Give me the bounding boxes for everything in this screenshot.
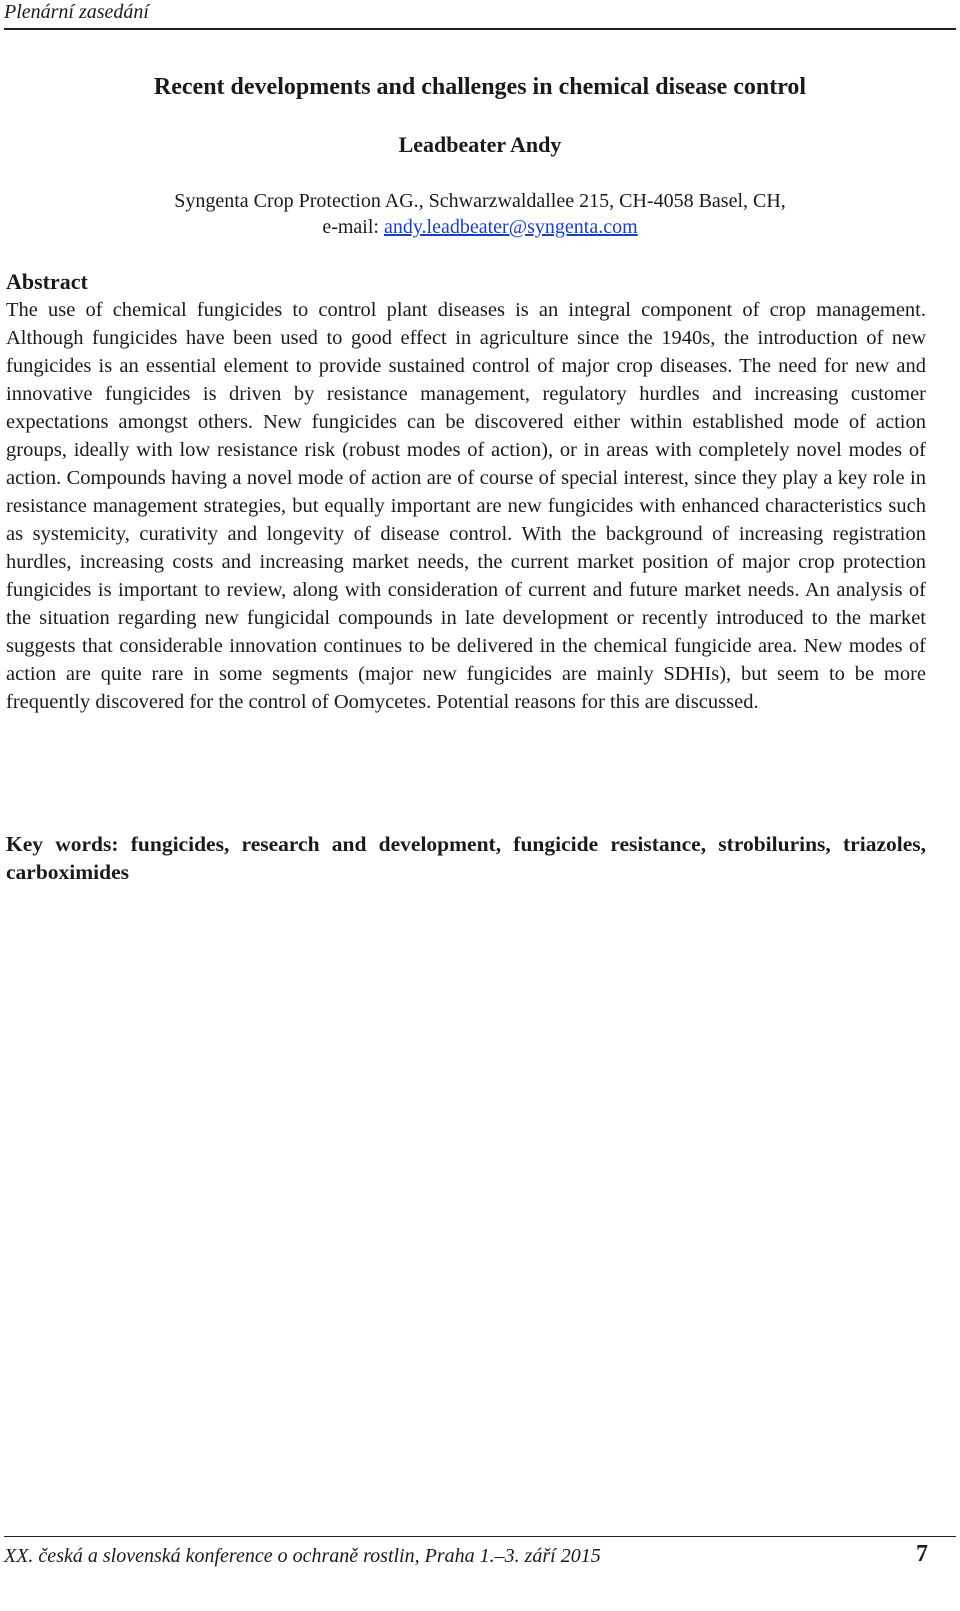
page-number: 7 [916, 1541, 928, 1567]
author-name: Leadbeater Andy [398, 132, 562, 157]
footer-conference: XX. česká a slovenská konference o ochraně rostlin, Praha 1.–3. září 2015 [4, 1545, 601, 1567]
email-line [0, 214, 960, 240]
email-link[interactable]: andy.leadbeater@syngenta.com [383, 216, 638, 238]
article-title: Recent developments and challenges in chemical disease control [153, 74, 807, 100]
keywords: Key words: fungicides, research and development, fungicide resistance, strobilurins, triazoles, carboximides [6, 832, 926, 884]
abstract-heading: Abstract [6, 269, 88, 294]
running-header: Plenární zasedání [4, 1, 149, 23]
footer-divider [4, 1536, 956, 1537]
author-affiliation: Syngenta Crop Protection AG., Schwarzwaldallee 215, CH-4058 Basel, CH, [174, 190, 786, 212]
header-divider [4, 28, 956, 30]
email-label: e-mail: [322, 216, 384, 238]
abstract-text: The use of chemical fungicides to control plant diseases is an integral component of crop management. Although fungicides have been used to good effect in agriculture since the 1940s, the introduction of new fungicides is an essential element to provide sustained control of major crop diseases. The need for new and innovative fungicides is driven by resistance management, regulatory hurdles and increasing customer expectations amongst others. New fungicides can be discovered either within established mode of action groups, ideally with low resistance risk (robust modes of action), or in areas with completely novel modes of action. Compounds having a novel mode of action are of course of special interest, since they play a key role in resistance management strategies, but equally important are new fungicides with enhanced characteristics such as systemicity, curativity and longevity of disease control. With the background of increasing registration hurdles, increasing costs and increasing market needs, the current market position of major crop protection fungicides is important to review, along with consideration of current and future market needs. An analysis of the situation regarding new fungicidal compounds in late development or recently introduced to the market suggests that considerable innovation continues to be delivered in the chemical fungicide area. New modes of action are quite rare in some segments (major new fungicides are mainly SDHIs), but seem to be more frequently discovered for the control of Oomycetes. Potential reasons for this are discussed. [6, 299, 926, 713]
